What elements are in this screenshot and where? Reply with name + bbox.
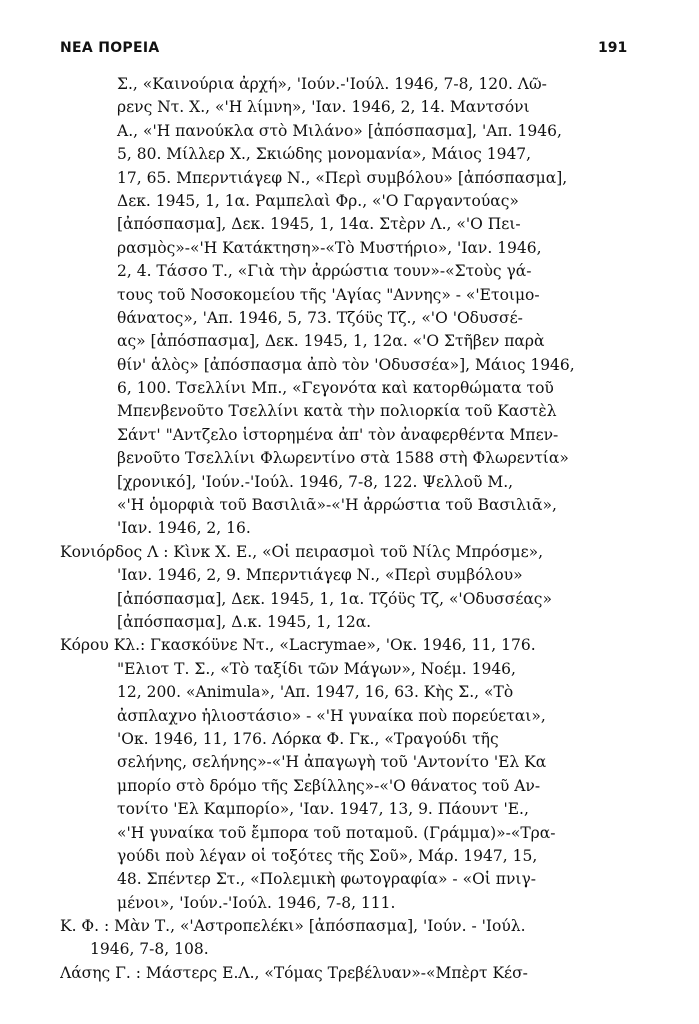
text-line: Σ., «Καινούρια ἀρχή», 'Ιούν.-'Ιούλ. 1946, 7-8, 120. Λῶ- [117, 75, 547, 93]
text-line: μπορίο στὸ δρόμο τῆς Σεβίλλης»-«'Ο θάνατος τοῦ Αν- [117, 776, 541, 795]
running-header-title: ΝΕΑ ΠΟΡΕΙΑ [60, 40, 160, 56]
text-line: θίν' ἁλὸς» [ἀπόσπασμα ἀπὸ τὸν 'Οδυσσέα»], Μάιος 1946, [117, 355, 575, 374]
text-line: 5, 80. Μίλλερ Χ., Σκιώδης μονομανία», Μάιος 1947, [117, 145, 532, 164]
text-line: 'Ιαν. 1946, 2, 16. [117, 519, 251, 538]
text-line: ρενς Ντ. Χ., «'Η λίμνη», 'Ιαν. 1946, 2, 14. Μαντσόνι [117, 98, 530, 117]
text-line: ρασμὸς»-«'Η Κατάκτηση»-«Τὸ Μυστήριο», 'Ιαν. 1946, [117, 238, 542, 257]
text-line: βενοῦτο Τσελλίνι Φλωρεντίνο στὰ 1588 στὴ Φλωρεντία» [117, 449, 569, 468]
text-line: [χρονικό], 'Ιούν.-'Ιούλ. 1946, 7-8, 122. Ψελλοῦ Μ., [117, 472, 514, 491]
text-line: Λάσης Γ. : Μάστερς Ε.Λ., «Τόμας Τρεβέλυαν»-«Μπὲρτ Κέσ- [60, 963, 528, 982]
text-line: 48. Σπέντερ Στ., «Πολεμικὴ φωτογραφία» - «Οἱ πνιγ- [117, 870, 536, 889]
text-line: [ἀπόσπασμα], Δεκ. 1945, 1, 1α. Τζόϋς Τζ, «'Οδυσσέας» [117, 589, 552, 608]
text-line: 'Ιαν. 1946, 2, 9. Μπερντιάγεφ Ν., «Περὶ συμβόλου» [117, 566, 523, 585]
page-number: 191 [598, 40, 628, 56]
text-line: Κόρου Κλ.: Γκασκόϋνε Ντ., «Lacrymae», 'Οκ. 1946, 11, 176. [60, 636, 536, 655]
text-line: Σάντ' "Αντζελο ἱστορημένα ἀπ' τὸν ἀναφερθέντα Μπεν- [117, 425, 559, 444]
text-line: 6, 100. Τσελλίνι Μπ., «Γεγονότα καὶ κατορθώματα τοῦ [117, 379, 554, 398]
text-line: 1946, 7-8, 108. [90, 940, 209, 959]
text-line: μένοι», 'Ιούν.-'Ιούλ. 1946, 7-8, 111. [117, 893, 396, 912]
text-line: 12, 200. «Animula», 'Απ. 1947, 16, 63. Κὴς Σ., «Τὸ [117, 683, 514, 702]
text-line: τους τοῦ Νοσοκομείου τῆς 'Αγίας "Αννης» - «'Ετοιμο- [117, 285, 540, 304]
text-line: Κ. Φ. : Μὰν Τ., «'Αστροπελέκι» [ἀπόσπασμα], 'Ιούν. - 'Ιούλ. [60, 917, 526, 936]
text-line: 17, 65. Μπερντιάγεφ Ν., «Περὶ συμβόλου» [ἀπόσπασμα], [117, 168, 568, 187]
text-line: «'Η γυναίκα τοῦ ἔμπορα τοῦ ποταμοῦ. (Γράμμα)»-«Τρα- [117, 823, 556, 842]
text-line: θάνατος», 'Απ. 1946, 5, 73. Τζόϋς Τζ., «'Ο 'Οδυσσέ- [117, 308, 523, 327]
text-line: γούδι ποὺ λέγαν οἱ τοξότες τῆς Σοῦ», Μάρ. 1947, 15, [117, 846, 538, 865]
text-line: [ἀπόσπασμα], Δεκ. 1945, 1, 14α. Στὲρν Λ., «'Ο Πει- [117, 215, 521, 234]
text-line: Κονιόρδος Λ : Κὶνκ Χ. Ε., «Οἱ πειρασμοὶ τοῦ Νίλς Μπρόσμε», [60, 542, 544, 561]
text-line: Δεκ. 1945, 1, 1α. Ραμπελαὶ Φρ., «'Ο Γαργαντούας» [117, 191, 519, 210]
text-line: σελήνης, σελήνης»-«'Η ἀπαγωγὴ τοῦ 'Αντονίτο 'Ελ Κα [117, 753, 547, 772]
text-line: τονίτο 'Ελ Καμπορίο», 'Ιαν. 1947, 13, 9. Πάουντ 'Ε., [117, 800, 529, 819]
text-line: Μπενβενοῦτο Τσελλίνι κατὰ τὴν πολιορκία τοῦ Καστὲλ [117, 402, 557, 421]
text-line: 'Οκ. 1946, 11, 176. Λόρκα Φ. Γκ., «Τραγούδι τῆς [117, 729, 499, 748]
index-entries [60, 73, 650, 985]
text-line: ας» [ἀπόσπασμα], Δεκ. 1945, 1, 12α. «'Ο Στῆβεν παρὰ [117, 332, 545, 351]
text-line: "Ελιοτ Τ. Σ., «Τὸ ταξίδι τῶν Μάγων», Νοέμ. 1946, [117, 659, 516, 678]
text-line: 2, 4. Τάσσο Τ., «Γιὰ τὴν ἀρρώστια τουν»-«Στοὺς γά- [117, 262, 532, 281]
text-line: [ἀπόσπασμα], Δ.κ. 1945, 1, 12α. [117, 612, 372, 631]
text-line: «'Η ὁμορφιὰ τοῦ Βασιλιᾶ»-«'Η ἀρρώστια τοῦ Βασιλιᾶ», [117, 496, 557, 515]
text-line: Α., «'Η πανούκλα στὸ Μιλάνο» [ἀπόσπασμα], 'Απ. 1946, [117, 121, 562, 140]
text-line: ἀσπλαχνο ἡλιοστάσιο» - «'Η γυναίκα ποὺ πορεύεται», [117, 706, 546, 725]
